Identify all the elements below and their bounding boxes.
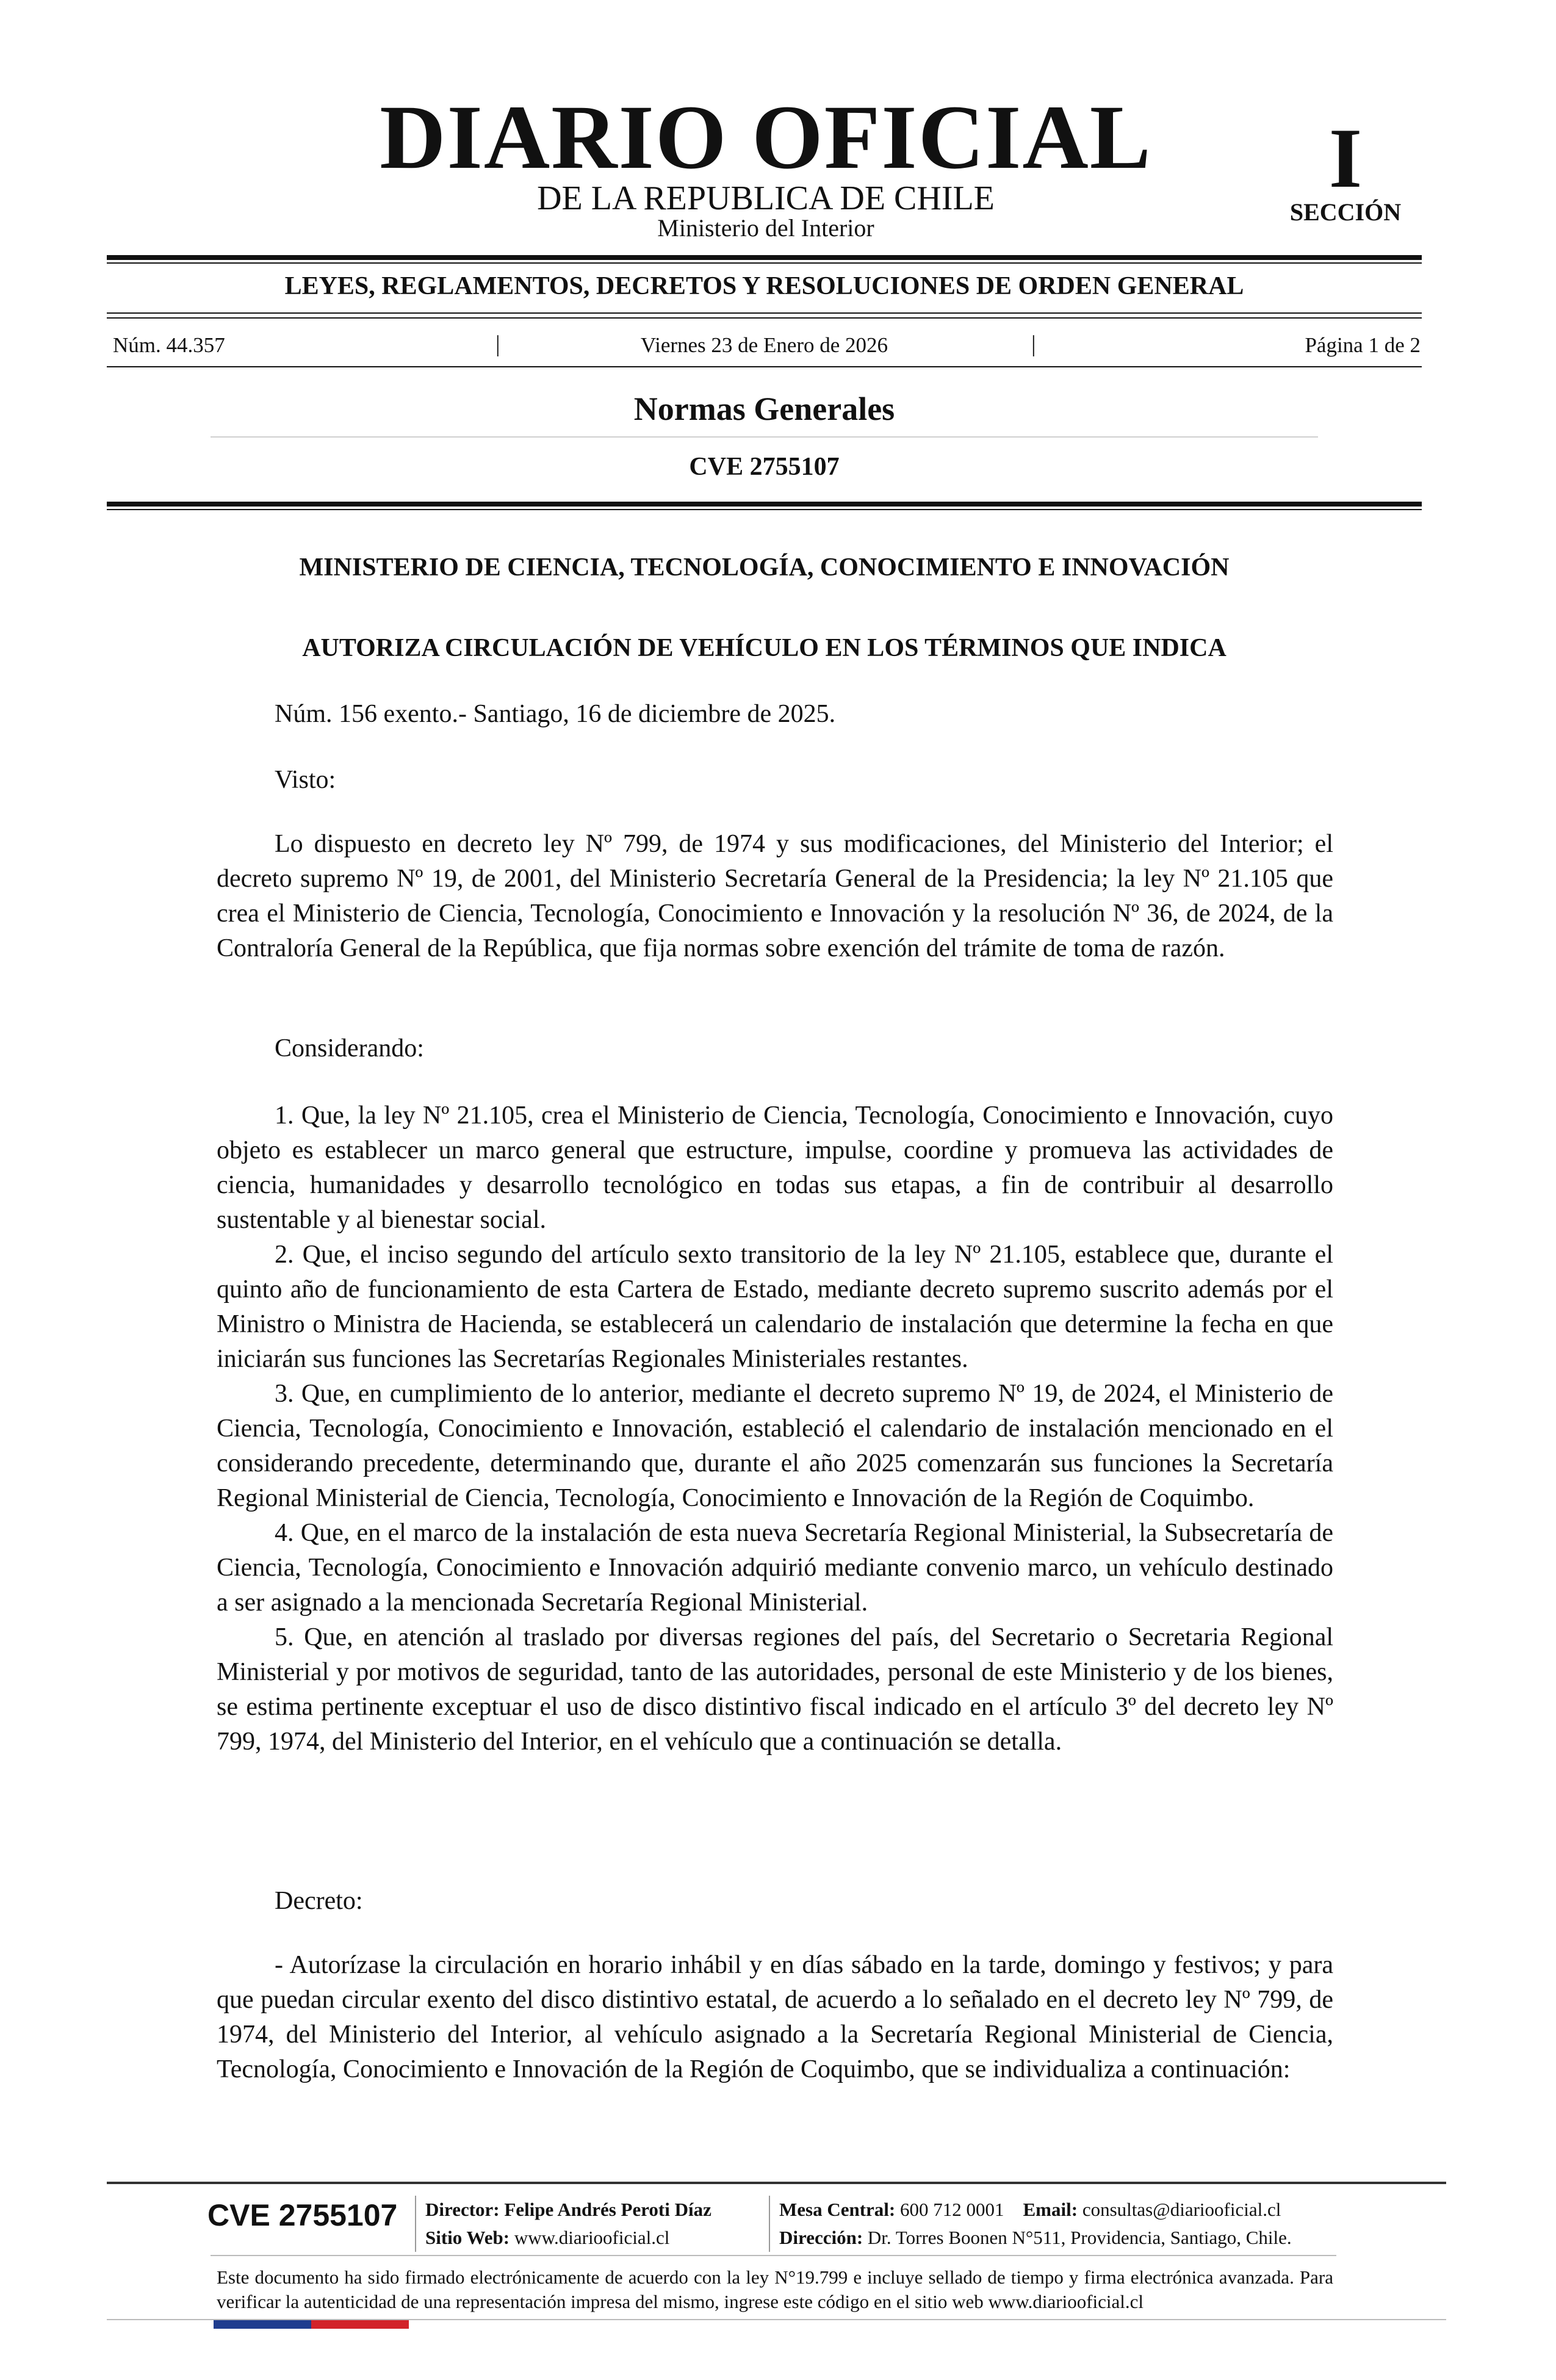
issue-separator: | (495, 331, 500, 357)
visto-label-block (217, 763, 1333, 798)
website-label: Sitio Web: (425, 2227, 510, 2248)
decreto-label-block (217, 1884, 1333, 1919)
masthead-subtitle: DE LA REPUBLICA DE CHILE (537, 179, 995, 217)
decree-intro (217, 697, 1333, 732)
issue-separator: | (1031, 331, 1036, 357)
considerando-item: 4. Que, en el marco de la instalación de esta nueva Secretaría Regional Ministerial, la Subsecretaría de Ciencia, Tecnología, Conocimiento e Innovación adquirió mediante convenio marco, un vehículo destinado a ser asignado a la mencionada Secretaría Regional Ministerial. (217, 1519, 1333, 1617)
director-name: Felipe Andrés Peroti Díaz (504, 2199, 711, 2220)
cve-code: CVE 2755107 (689, 453, 840, 481)
footer-rule (107, 2182, 1446, 2184)
address-label: Dirección: (779, 2227, 863, 2248)
address-value: Dr. Torres Boonen N°511, Providencia, Santiago, Chile. (867, 2227, 1292, 2248)
section-divider (211, 436, 1318, 438)
decree-number-line: Núm. 156 exento.- Santiago, 16 de diciembre de 2025. (275, 700, 836, 728)
section-title: Normas Generales (633, 391, 895, 427)
phone-value: 600 712 0001 (900, 2199, 1004, 2220)
visto-paragraph: Lo dispuesto en decreto ley Nº 799, de 1974 y sus modificaciones, del Ministerio del Interior; el decreto supremo Nº 19, de 2001, del Ministerio Secretaría General de la Presidencia; la ley Nº 21.105 que crea el Ministerio de Ciencia, Tecnología, Conocimiento e Innovación y la resolución Nº 36, de 2024, de la Contraloría General de la República, que fija normas sobre exención del trámite de toma de razón. (217, 830, 1333, 962)
issue-date: Viernes 23 de Enero de 2026 (640, 333, 888, 357)
section-number: I (1328, 111, 1363, 206)
considerando-label-block (217, 1031, 1333, 1066)
cve-rule-thick (107, 502, 1422, 507)
website-link[interactable]: www.diariooficial.cl (514, 2227, 670, 2248)
flag-stripe-blue (214, 2320, 311, 2329)
considerando-item: 3. Que, en cumplimiento de lo anterior, mediante el decreto supremo Nº 19, de 2024, el Ministerio de Ciencia, Tecnología, Conocimiento e Innovación, estableció el calendario de instalación mencionado en el considerando precedente, determinando que, durante el año 2025 comenzarán sus funciones la Secretaría Regional Ministerial de Ciencia, Tecnología, Conocimiento e Innovación de la Región de Coquimbo. (217, 1380, 1333, 1512)
footer-director-block (425, 2196, 711, 2252)
footer-contact-block (779, 2196, 1292, 2252)
decreto-label: Decreto: (275, 1887, 363, 1915)
director-label: Director: (425, 2199, 500, 2220)
considerandos-block (217, 1098, 1333, 1759)
footer-cve: CVE 2755107 (207, 2198, 398, 2232)
section-label: SECCIÓN (1289, 198, 1402, 226)
issue-bar-rule (107, 366, 1422, 367)
masthead-title: DIARIO OFICIAL (380, 87, 1152, 188)
footer-separator (769, 2196, 770, 2252)
flag-stripe-red (311, 2320, 409, 2329)
visto-block (217, 827, 1333, 966)
decree-title: AUTORIZA CIRCULACIÓN DE VEHÍCULO EN LOS TÉRMINOS QUE INDICA (302, 634, 1226, 662)
masthead-rule-thick (107, 255, 1422, 260)
decreto-block (217, 1948, 1333, 2087)
footer-separator (415, 2196, 416, 2252)
ministry-heading: MINISTERIO DE CIENCIA, TECNOLOGÍA, CONOCIMIENTO E INNOVACIÓN (299, 554, 1230, 582)
considerando-label: Considerando: (275, 1034, 424, 1062)
considerando-item: 2. Que, el inciso segundo del artículo sexto transitorio de la ley Nº 21.105, establece que, durante el quinto año de funcionamiento de esta Cartera de Estado, mediante decreto supremo suscrito además por el Ministro o Ministra de Hacienda, se establecerá un calendario de instalación que determine la fecha en que iniciarán sus funciones las Secretarías Regionales Ministeriales restantes. (217, 1241, 1333, 1373)
decreto-paragraph: - Autorízase la circulación en horario inhábil y en días sábado en la tarde, domingo y festivos; y para que puedan circular exento del disco distintivo estatal, de acuerdo a lo señalado en el decreto ley Nº 799, de 1974, del Ministerio del Interior, al vehículo asignado a la Secretaría Regional Ministerial de Ciencia, Tecnología, Conocimiento e Innovación de la Región de Coquimbo, que se individualiza a continuación: (217, 1951, 1333, 2083)
category-rule-top (107, 312, 1422, 314)
masthead-ministry: Ministerio del Interior (657, 214, 874, 242)
considerando-item: 5. Que, en atención al traslado por diversas regiones del país, del Secretario o Secretaria Regional Ministerial y por motivos de seguridad, tanto de las autoridades, personal de este Ministerio y de los bienes, se estima pertinente exceptuar el uso de disco distintivo fiscal indicado en el artículo 3º del decreto ley Nº 799, 1974, del Ministerio del Interior, en el vehículo que a continuación se detalla. (217, 1623, 1333, 1756)
issue-number: Núm. 44.357 (113, 333, 225, 357)
email-link[interactable]: consultas@diariooficial.cl (1082, 2199, 1281, 2220)
phone-label: Mesa Central: (779, 2199, 896, 2220)
masthead-rule-thin (107, 262, 1422, 264)
cve-rule-thin (107, 509, 1422, 510)
page-indicator: Página 1 de 2 (1305, 333, 1421, 357)
footer-legal-notice: Este documento ha sido firmado electrónicamente de acuerdo con la ley N°19.799 e incluye sellado de tiempo y firma electrónica avanzada. Para verificar la autenticidad de una representación impresa del mismo, ingrese este código en el sitio web www.diariooficial.cl (217, 2266, 1333, 2312)
email-label: Email: (1023, 2199, 1078, 2220)
visto-label: Visto: (275, 766, 336, 794)
category-rule-bottom (107, 317, 1422, 319)
considerando-item: 1. Que, la ley Nº 21.105, crea el Ministerio de Ciencia, Tecnología, Conocimiento e Innovación, cuyo objeto es establecer un marco general que estructure, impulse, coordine y promueva las actividades de ciencia, humanidades y desarrollo tecnológico en todas sus etapas, a fin de contribuir al desarrollo sustentable y al bienestar social. (217, 1102, 1333, 1234)
category-heading: LEYES, REGLAMENTOS, DECRETOS Y RESOLUCIONES DE ORDEN GENERAL (284, 272, 1244, 300)
footer-divider (211, 2255, 1336, 2256)
